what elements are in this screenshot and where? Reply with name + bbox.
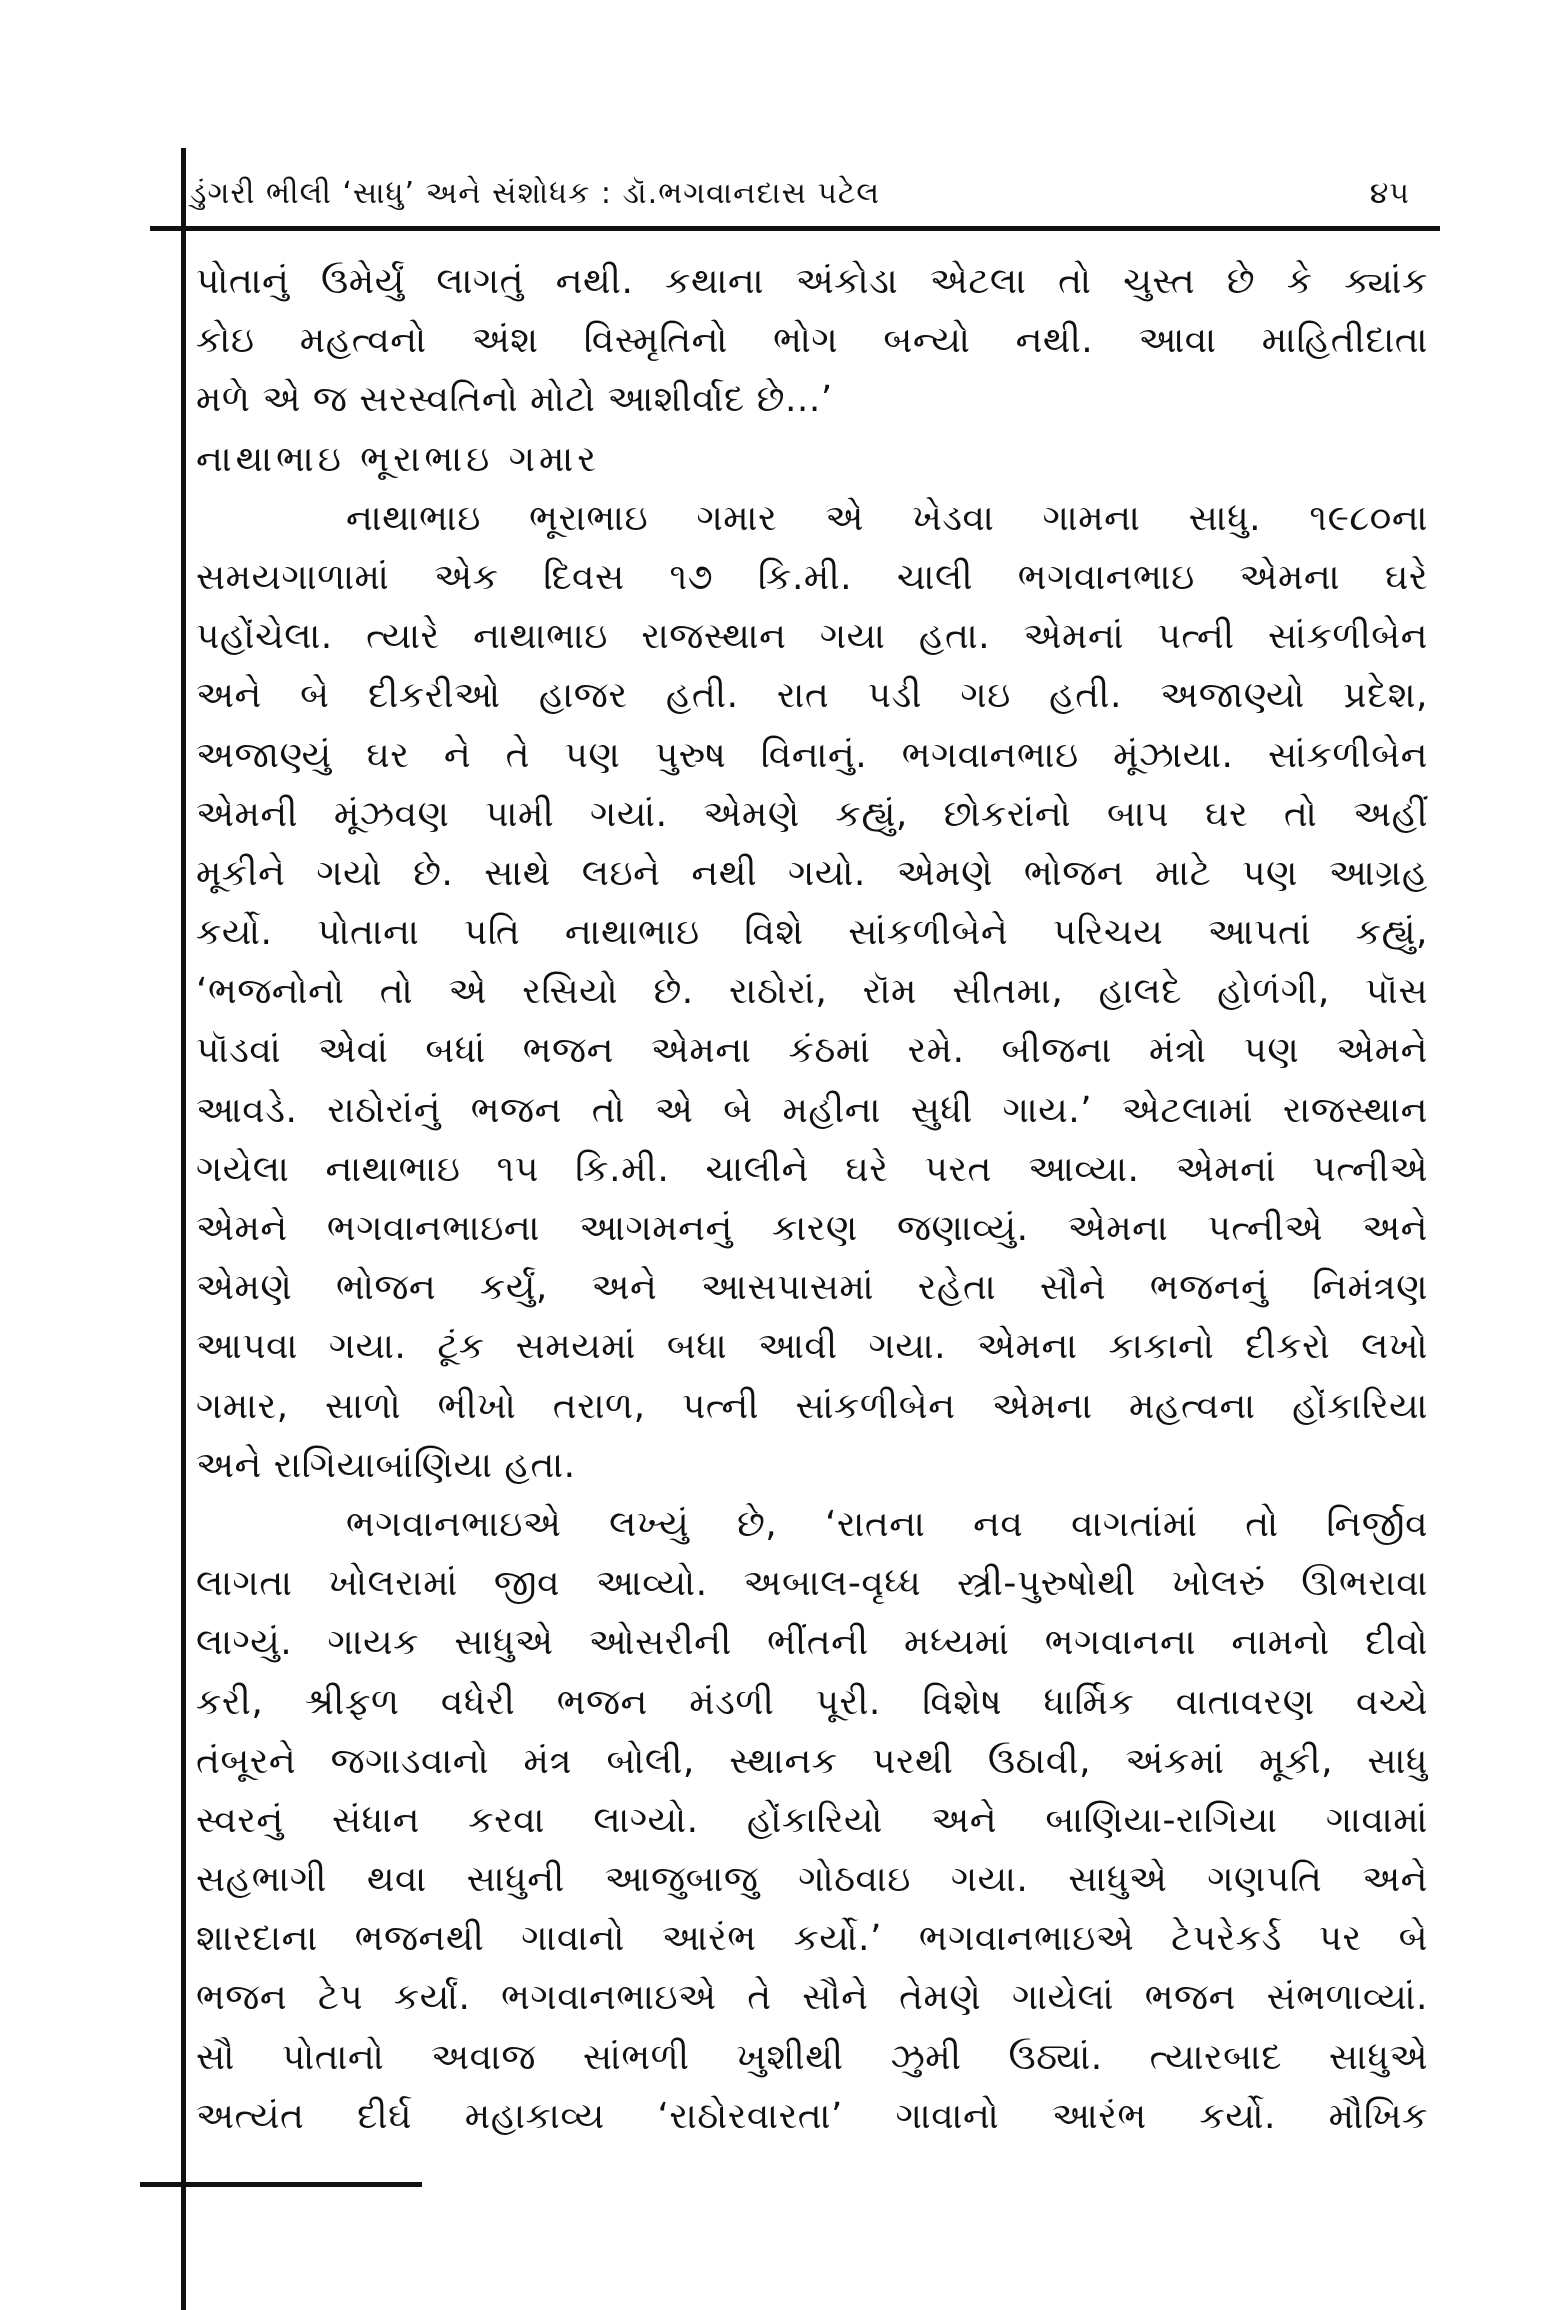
text-line: કોઇ મહત્વનો અંશ વિસ્મૃતિનો ભોગ બન્યો નથી. આવા માહિતીદાતા — [196, 320, 1428, 362]
text-line: સ્વરનું સંધાન કરવા લાગ્યો. હોંકારિયો અને બાણિયા-રાગિયા ગાવામાં — [196, 1799, 1428, 1841]
text-line: એમને ભગવાનભાઇના આગમનનું કારણ જણાવ્યું. એમના પત્નીએ અને — [196, 1208, 1428, 1249]
text-line: એમની મૂંઝવણ પામી ગયાં. એમણે કહ્યું, છોકરાંનો બાપ ઘર તો અહીં — [196, 793, 1428, 835]
text-line: ‘ભજનોનો તો એ રસિયો છે. રાઠોરાં, રૉમ સીતમા, હાલદે હોળંગી, પૉસ — [196, 971, 1428, 1013]
text-line: આવડે. રાઠોરાંનું ભજન તો એ બે મહીના સુધી ગાય.’ એટલામાં રાજસ્થાન — [196, 1089, 1428, 1131]
running-header — [190, 168, 1430, 224]
text-line: પોતાનું ઉમેર્યું લાગતું નથી. કથાના અંકોડા એટલા તો ચુસ્ત છે કે ક્યાંક — [196, 261, 1428, 302]
text-line: કરી, શ્રીફળ વધેરી ભજન મંડળી પૂરી. વિશેષ ધાર્મિક વાતાવરણ વચ્ચે — [196, 1681, 1428, 1723]
text-line: લાગતા ખોલરામાં જીવ આવ્યો. અબાલ-વૃધ્ધ સ્ત્રી-પુરુષોથી ખોલરું ઊભરાવા — [196, 1563, 1428, 1605]
text-line: આપવા ગયા. ટૂંક સમયમાં બધા આવી ગયા. એમના કાકાનો દીકરો લખો — [196, 1326, 1428, 1368]
text-line: શારદાના ભજનથી ગાવાનો આરંભ કર્યો.’ ભગવાનભાઇએ ટેપરેકર્ડ પર બે — [196, 1918, 1428, 1960]
text-line: સૌ પોતાનો અવાજ સાંભળી ખુશીથી ઝુમી ઉઠ્યાં. ત્યારબાદ સાધુએ — [196, 2036, 1428, 2078]
text-line: સહભાગી થવા સાધુની આજુબાજુ ગોઠવાઇ ગયા. સાધુએ ગણપતિ અને — [196, 1859, 1428, 1901]
text-line: અત્યંત દીર્ઘ મહાકાવ્ય ‘રાઠોરવારતા’ ગાવાનો આરંભ કર્યો. મૌખિક — [196, 2095, 1428, 2137]
text-line: મૂકીને ગયો છે. સાથે લઇને નથી ગયો. એમણે ભોજન માટે પણ આગ્રહ — [196, 852, 1428, 894]
header-rule — [150, 226, 1440, 231]
page-number: ૪૫ — [1369, 176, 1410, 211]
section-heading: નાથાભાઇ ભૂરાભાઇ ગમાર — [196, 438, 600, 480]
left-margin-rule — [181, 148, 186, 2310]
text-line: તંબૂરને જગાડવાનો મંત્ર બોલી, સ્થાનક પરથી ઉઠાવી, અંકમાં મૂકી, સાધુ — [196, 1740, 1428, 1782]
text-line: અને રાગિયાબાંણિયા હતા. — [196, 1444, 576, 1486]
text-line: કર્યો. પોતાના પતિ નાથાભાઇ વિશે સાંકળીબેને પરિચય આપતાં કહ્યું, — [196, 912, 1428, 954]
footer-rule — [140, 2182, 422, 2187]
text-line: સમયગાળામાં એક દિવસ ૧૭ કિ.મી. ચાલી ભગવાનભાઇ એમના ઘરે — [196, 556, 1428, 598]
text-line: એમણે ભોજન કર્યું, અને આસપાસમાં રહેતા સૌને ભજનનું નિમંત્રણ — [196, 1267, 1428, 1309]
text-line: ગયેલા નાથાભાઇ ૧૫ કિ.મી. ચાલીને ઘરે પરત આવ્યા. એમનાં પત્નીએ — [196, 1148, 1428, 1190]
text-line: ભજન ટેપ કર્યાં. ભગવાનભાઇએ તે સૌને તેમણે ગાયેલાં ભજન સંભળાવ્યાં. — [196, 1977, 1428, 2019]
text-line: ગમાર, સાળો ભીખો તરાળ, પત્ની સાંકળીબેન એમના મહત્વના હોંકારિયા — [196, 1385, 1428, 1427]
body-text — [196, 252, 1428, 2146]
text-line: પહોંચેલા. ત્યારે નાથાભાઇ રાજસ્થાન ગયા હતા. એમનાં પત્ની સાંકળીબેન — [196, 616, 1428, 658]
text-line: અને બે દીકરીઓ હાજર હતી. રાત પડી ગઇ હતી. અજાણ્યો પ્રદેશ, — [196, 675, 1428, 717]
text-line: અજાણ્યું ઘર ને તે પણ પુરુષ વિનાનું. ભગવાનભાઇ મૂંઝાયા. સાંકળીબેન — [196, 734, 1428, 776]
text-line: ભગવાનભાઇએ લખ્યું છે, ‘રાતના નવ વાગતાંમાં તો નિર્જીવ — [346, 1503, 1428, 1545]
text-line: લાગ્યું. ગાયક સાધુએ ઓસરીની ભીંતની મધ્યમાં ભગવાનના નામનો દીવો — [196, 1622, 1428, 1664]
text-line: પૉડવાં એવાં બધાં ભજન એમના કંઠમાં રમે. બીજના મંત્રો પણ એમને — [196, 1030, 1428, 1072]
text-line: મળે એ જ સરસ્વતિનો મોટો આશીર્વાદ છે...’ — [196, 379, 833, 421]
running-header-title: ડુંગરી ભીલી ‘સાધુ’ અને સંશોધક : ડૉ.ભગવાનદાસ પટેલ — [190, 176, 881, 211]
text-line: નાથાભાઇ ભૂરાભાઇ ગમાર એ ખેડવા ગામના સાધુ. ૧૯૮૦ના — [346, 497, 1428, 539]
